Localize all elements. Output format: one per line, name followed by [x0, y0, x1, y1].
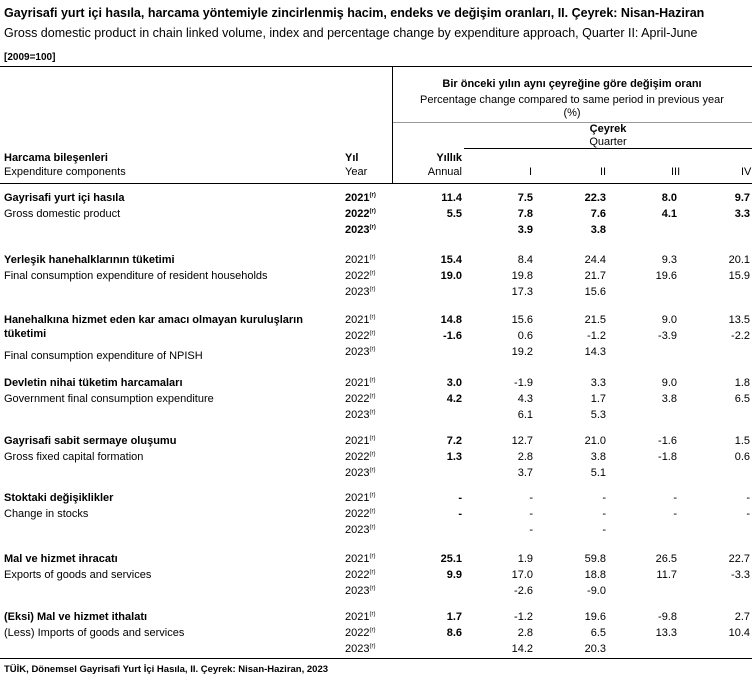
- value-cell-q1: -1.9: [514, 377, 533, 389]
- value-cell-annual: 14.8: [440, 314, 462, 326]
- value-cell-q2: 59.8: [584, 553, 606, 565]
- value-cell-q2: 21.5: [584, 314, 606, 326]
- value-cell-q2: -: [602, 524, 606, 536]
- value-cell-q2: -: [602, 508, 606, 520]
- q2-header: II: [600, 166, 607, 178]
- base-year-note: [2009=100]: [4, 52, 56, 63]
- year-cell: [345, 553, 375, 565]
- quarter-header-en: Quarter: [589, 136, 627, 148]
- value-cell-q3: -1.8: [658, 451, 677, 463]
- year-cell: [345, 330, 375, 342]
- year-value: 2023: [345, 585, 370, 597]
- value-cell-q1: 3.7: [517, 467, 533, 479]
- value-cell-q2: 6.5: [590, 627, 606, 639]
- year-cell: [345, 314, 375, 326]
- year-value: 2022: [345, 393, 370, 405]
- value-cell-q2: 21.0: [584, 435, 606, 447]
- value-cell-q2: 20.3: [584, 643, 606, 655]
- year-value: 2023: [345, 286, 370, 298]
- value-cell-q1: 6.1: [517, 409, 533, 421]
- value-cell-q3: 8.0: [661, 192, 677, 204]
- top-rule: [0, 66, 752, 67]
- value-cell-q1: -2.6: [514, 585, 533, 597]
- revised-mark: (r): [369, 467, 376, 474]
- value-cell-q1: 19.8: [511, 270, 533, 282]
- year-cell: [345, 627, 375, 639]
- year-value: 2021: [345, 314, 370, 326]
- value-cell-q1: 7.5: [517, 192, 533, 204]
- component-label-tr: Stoktaki değişiklikler: [4, 492, 114, 504]
- value-cell-q3: 11.7: [656, 569, 677, 581]
- pct-unit: (%): [563, 107, 581, 119]
- value-cell-annual: 5.5: [446, 208, 462, 220]
- quarter-header-tr: Çeyrek: [589, 123, 627, 135]
- component-label-en: Gross domestic product: [4, 208, 121, 220]
- value-cell-q2: 7.6: [590, 208, 606, 220]
- year-cell: [345, 270, 375, 282]
- year-cell: [345, 467, 375, 479]
- q3-header: III: [671, 166, 681, 178]
- year-value: 2023: [345, 643, 370, 655]
- value-cell-q2: 5.3: [590, 409, 606, 421]
- value-cell-q1: 14.2: [511, 643, 533, 655]
- value-cell-annual: -: [458, 492, 462, 504]
- year-value: 2021: [345, 192, 370, 204]
- year-value: 2021: [345, 377, 370, 389]
- value-cell-q4: 1.8: [734, 377, 750, 389]
- value-cell-q3: 26.5: [655, 553, 677, 565]
- value-cell-q1: 7.8: [517, 208, 533, 220]
- year-value: 2021: [345, 553, 370, 565]
- value-cell-q4: -: [746, 508, 750, 520]
- year-cell: [345, 643, 375, 655]
- year-cell: [345, 585, 375, 597]
- value-cell-annual: 3.0: [446, 377, 462, 389]
- year-cell: [345, 377, 375, 389]
- year-cell: [345, 393, 375, 405]
- value-cell-q1: 2.8: [517, 627, 533, 639]
- year-value: 2022: [345, 270, 370, 282]
- year-cell: [345, 569, 375, 581]
- value-cell-q1: 4.3: [517, 393, 533, 405]
- year-value: 2022: [345, 451, 370, 463]
- value-cell-q3: -: [673, 508, 677, 520]
- value-cell-q3: 4.1: [661, 208, 677, 220]
- year-value: 2023: [345, 524, 370, 536]
- value-cell-q3: -1.6: [658, 435, 677, 447]
- revised-mark: (r): [369, 286, 376, 293]
- table-title: Gayrisafi yurt içi hasıla, harcama yöntemiyle zincirlenmiş hacim, endeks ve değişim oranları, II. Çeyrek: Nisan-Haziran: [4, 6, 705, 20]
- value-cell-q3: -9.8: [658, 611, 677, 623]
- component-label-en: (Less) Imports of goods and services: [4, 627, 185, 639]
- value-cell-q2: 21.7: [584, 270, 606, 282]
- year-cell: [345, 254, 375, 266]
- value-cell-q4: 1.5: [734, 435, 750, 447]
- year-cell: [345, 451, 375, 463]
- revised-mark: (r): [369, 585, 376, 592]
- year-value: 2022: [345, 627, 370, 639]
- value-cell-q2: 22.3: [584, 192, 606, 204]
- year-value: 2021: [345, 435, 370, 447]
- revised-mark: (r): [369, 208, 376, 215]
- component-label-tr: Mal ve hizmet ihracatı: [4, 553, 118, 565]
- year-header-en: Year: [345, 166, 368, 178]
- revised-mark: (r): [369, 524, 376, 531]
- year-value: 2023: [345, 467, 370, 479]
- pct-header-en: Percentage change compared to same period in previous year: [420, 94, 724, 106]
- year-cell: [345, 286, 375, 298]
- annual-header-en: Annual: [427, 166, 462, 178]
- component-label-tr: (Eksi) Mal ve hizmet ithalatı: [4, 611, 148, 623]
- value-cell-q3: 9.0: [661, 314, 677, 326]
- revised-mark: (r): [369, 270, 376, 277]
- year-cell: [345, 508, 375, 520]
- component-label-tr: Hanehalkına hizmet eden kar amacı olmayan kuruluşların: [4, 314, 303, 326]
- value-cell-annual: 25.1: [440, 553, 462, 565]
- value-cell-q2: 1.7: [590, 393, 606, 405]
- revised-mark: (r): [369, 435, 376, 442]
- value-cell-annual: 4.2: [446, 393, 462, 405]
- year-value: 2023: [345, 224, 370, 236]
- year-cell: [345, 435, 375, 447]
- year-header-tr: Yıl: [345, 152, 359, 164]
- value-cell-q4: 2.7: [734, 611, 750, 623]
- value-cell-q4: 3.3: [734, 208, 750, 220]
- value-cell-q4: 22.7: [728, 553, 750, 565]
- revised-mark: (r): [369, 451, 376, 458]
- component-label-en: Final consumption expenditure of NPISH: [4, 350, 203, 362]
- year-value: 2022: [345, 569, 370, 581]
- value-cell-q3: 19.6: [655, 270, 677, 282]
- value-cell-q4: 13.5: [728, 314, 750, 326]
- header-bottom-rule: [0, 183, 752, 184]
- value-cell-q4: -: [746, 492, 750, 504]
- value-cell-q2: -: [602, 492, 606, 504]
- value-cell-annual: 1.7: [446, 611, 462, 623]
- revised-mark: (r): [369, 611, 376, 618]
- year-cell: [345, 192, 376, 204]
- value-cell-q1: 17.3: [511, 286, 533, 298]
- revised-mark: (r): [369, 254, 376, 261]
- year-value: 2021: [345, 254, 370, 266]
- year-value: 2021: [345, 492, 370, 504]
- revised-mark: (r): [369, 192, 376, 199]
- revised-mark: (r): [369, 377, 376, 384]
- bottom-rule: [0, 658, 752, 659]
- value-cell-q4: 0.6: [734, 451, 750, 463]
- component-label-tr: Gayrisafi sabit sermaye oluşumu: [4, 435, 177, 447]
- value-cell-q2: 18.8: [584, 569, 606, 581]
- revised-mark: (r): [369, 314, 376, 321]
- component-label-en: Final consumption expenditure of resident households: [4, 270, 268, 282]
- component-label-tr: Yerleşik hanehalklarının tüketimi: [4, 254, 175, 266]
- value-cell-q1: 2.8: [517, 451, 533, 463]
- year-cell: [345, 346, 375, 358]
- annual-header-tr: Yıllık: [436, 152, 462, 164]
- year-cell: [345, 524, 375, 536]
- value-cell-annual: 15.4: [440, 254, 462, 266]
- value-cell-q1: 15.6: [511, 314, 533, 326]
- components-header-en: Expenditure components: [4, 166, 126, 178]
- year-cell: [345, 492, 375, 504]
- value-cell-q2: 3.8: [590, 451, 606, 463]
- value-cell-q4: 9.7: [734, 192, 750, 204]
- value-cell-q2: -9.0: [587, 585, 606, 597]
- year-value: 2021: [345, 611, 370, 623]
- value-cell-q1: 8.4: [517, 254, 533, 266]
- value-cell-annual: -1.6: [443, 330, 462, 342]
- component-label-en: Government final consumption expenditure: [4, 393, 214, 405]
- value-cell-q3: 9.0: [661, 377, 677, 389]
- year-value: 2022: [345, 330, 370, 342]
- year-cell: [345, 409, 375, 421]
- value-cell-q1: 19.2: [511, 346, 533, 358]
- table-subtitle: Gross domestic product in chain linked volume, index and percentage change by expenditure approach, Quarter II: April-June: [4, 26, 698, 40]
- value-cell-q2: 15.6: [584, 286, 606, 298]
- value-cell-annual: 8.6: [446, 627, 462, 639]
- value-cell-q2: 5.1: [590, 467, 606, 479]
- value-cell-q4: -2.2: [731, 330, 750, 342]
- year-cell: [345, 611, 375, 623]
- revised-mark: (r): [369, 409, 376, 416]
- value-cell-q4: 10.4: [728, 627, 750, 639]
- year-value: 2022: [345, 208, 370, 220]
- revised-mark: (r): [369, 224, 376, 231]
- revised-mark: (r): [369, 492, 376, 499]
- q1-header: I: [529, 166, 533, 178]
- value-cell-q4: 20.1: [728, 254, 750, 266]
- revised-mark: (r): [369, 508, 376, 515]
- revised-mark: (r): [369, 346, 376, 353]
- components-header-tr: Harcama bileşenleri: [4, 152, 108, 164]
- value-cell-q3: 9.3: [661, 254, 677, 266]
- value-cell-q1: 1.9: [517, 553, 533, 565]
- value-cell-q3: 3.8: [661, 393, 677, 405]
- component-label-tr-cont: tüketimi: [4, 328, 47, 340]
- revised-mark: (r): [369, 569, 376, 576]
- value-cell-annual: 11.4: [441, 192, 462, 204]
- quarter-rule: [464, 148, 752, 149]
- component-label-en: Gross fixed capital formation: [4, 451, 144, 463]
- value-cell-q3: -3.9: [658, 330, 677, 342]
- value-cell-q1: -: [529, 524, 533, 536]
- year-value: 2022: [345, 508, 370, 520]
- year-cell: [345, 224, 376, 236]
- value-cell-q2: 3.3: [590, 377, 606, 389]
- value-cell-q1: -: [529, 508, 533, 520]
- value-cell-q3: 13.3: [655, 627, 677, 639]
- year-cell: [345, 208, 376, 220]
- value-cell-q4: 6.5: [734, 393, 750, 405]
- value-cell-annual: 19.0: [440, 270, 462, 282]
- value-cell-q2: 3.8: [590, 224, 606, 236]
- component-label-tr: Devletin nihai tüketim harcamaları: [4, 377, 183, 389]
- value-cell-q4: -3.3: [731, 569, 750, 581]
- year-value: 2023: [345, 409, 370, 421]
- value-cell-q1: 17.0: [511, 569, 533, 581]
- revised-mark: (r): [369, 393, 376, 400]
- value-cell-q3: -: [673, 492, 677, 504]
- revised-mark: (r): [369, 330, 376, 337]
- value-cell-q1: -: [529, 492, 533, 504]
- revised-mark: (r): [369, 553, 376, 560]
- value-cell-q2: 14.3: [584, 346, 606, 358]
- component-label-en: Exports of goods and services: [4, 569, 152, 581]
- value-cell-q1: 0.6: [517, 330, 533, 342]
- value-cell-q1: 3.9: [517, 224, 533, 236]
- value-cell-annual: 9.9: [446, 569, 462, 581]
- revised-mark: (r): [369, 627, 376, 634]
- year-value: 2023: [345, 346, 370, 358]
- value-cell-annual: 7.2: [446, 435, 462, 447]
- value-cell-q1: -1.2: [514, 611, 533, 623]
- value-cell-q4: 15.9: [728, 270, 750, 282]
- pct-header-tr: Bir önceki yılın aynı çeyreğine göre değişim oranı: [442, 78, 702, 90]
- component-label-tr: Gayrisafi yurt içi hasıla: [4, 192, 125, 204]
- value-cell-annual: 1.3: [446, 451, 462, 463]
- q4-header: IV: [741, 166, 752, 178]
- source-footer: TÜİK, Dönemsel Gayrisafi Yurt İçi Hasıla, II. Çeyrek: Nisan-Haziran, 2023: [4, 664, 329, 675]
- revised-mark: (r): [369, 643, 376, 650]
- value-cell-q2: -1.2: [587, 330, 606, 342]
- value-cell-q2: 19.6: [584, 611, 606, 623]
- value-cell-annual: -: [458, 508, 462, 520]
- value-cell-q1: 12.7: [511, 435, 533, 447]
- component-label-en: Change in stocks: [4, 508, 89, 520]
- value-cell-q2: 24.4: [584, 254, 606, 266]
